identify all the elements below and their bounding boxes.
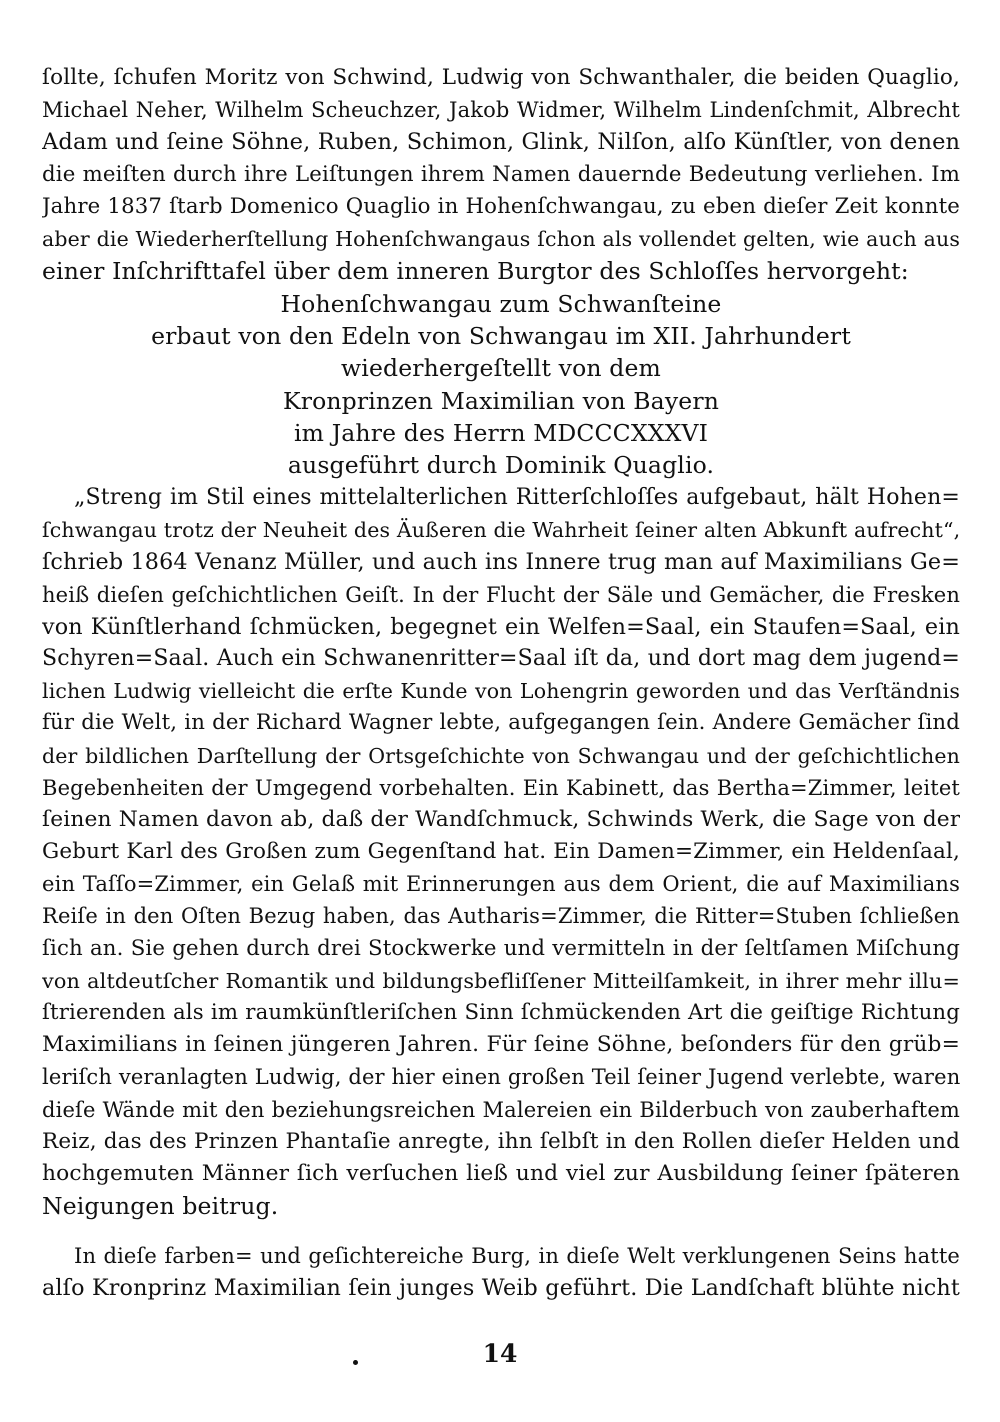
text-line: ſich an. Sie gehen durch drei Stockwerke und vermitteln in der ſeltſamen Miſchung [42,935,960,961]
inscription-line: im Jahre des Herrn MDCCCXXXVI [293,418,709,447]
print-speck [353,1360,358,1365]
text-line: heiß dieſen geſchichtlichen Geiſt. In der Flucht der Säle und Gemächer, die Fresken [42,582,960,607]
text-line: für die Welt, in der Richard Wagner lebte, aufgegangen ſein. Andere Gemächer ſind [42,710,960,736]
inscription-line: Kronprinzen Maximilian von Bayern [283,386,719,415]
text-line: ſollte, ſchufen Moritz von Schwind, Ludwig von Schwanthaler, die beiden Quaglio, [42,65,960,90]
text-line: hochgemuten Männer ſich verſuchen ließ und viel zur Ausbildung ſeiner ſpäteren [42,1160,960,1186]
text-line: alſo Kronprinz Maximilian ſein junges Weib geführt. Die Landſchaft blühte nicht [42,1275,960,1302]
text-line: Reiſe in den Oſten Bezug haben, das Autharis=Zimmer, die Ritter=Stuben ſchließen [42,904,960,929]
text-line: Michael Neher, Wilhelm Scheuchzer, Jakob Widmer, Wilhelm Lindenſchmit, Albrecht [42,98,960,123]
text-line: Schyren=Saal. Auch ein Schwanenritter=Saal iſt da, und dort mag dem jugend= [42,645,960,671]
text-line: der bildlichen Darſtellung der Ortsgeſchichte von Schwangau und der geſchichtlichen [42,743,960,768]
text-line: „Streng im Stil eines mittelalterlichen Ritterſchloſſes aufgebaut, hält Hohen= [74,485,960,510]
text-line: Jahre 1837 ſtarb Domenico Quaglio in Hohenſchwangau, zu eben dieſer Zeit konnte [42,193,960,219]
text-line: Begebenheiten der Umgegend vorbehalten. Ein Kabinett, das Bertha=Zimmer, leitet [42,775,960,800]
page-number: 14 [482,1339,518,1368]
text-line: Reiz, das des Prinzen Phantaſie anregte, ihn ſelbſt in den Rollen dieſer Helden und [42,1128,960,1154]
inscription-line: erbaut von den Edeln von Schwangau im XII. Jahrhundert [151,322,851,351]
paragraph-1 [42,62,960,287]
text-line: lichen Ludwig vielleicht die erſte Kunde von Lohengrin geworden und das Verſtändnis [42,679,960,704]
paragraph-2 [42,482,960,1222]
text-line: Geburt Karl des Großen zum Gegenſtand hat. Ein Damen=Zimmer, ein Heldenſaal, [42,839,960,865]
text-line: Adam und ſeine Söhne, Ruben, Schimon, Glink, Nilſon, alſo Künſtler, von denen [42,129,960,156]
inscription-line: ausgeführt durch Dominik Quaglio. [287,450,715,479]
text-line: dieſe Wände mit den beziehungsreichen Malereien ein Bilderbuch von zauberhaftem [42,1097,960,1122]
text-line: von altdeutſcher Romantik und bildungsbefliſſener Mitteilſamkeit, in ihrer mehr illu= [42,968,960,993]
text-line: ſchrieb 1864 Venanz Müller, und auch ins Innere trug man auf Maximilians Ge= [42,549,960,576]
text-line: Neigungen beitrug. [42,1192,279,1221]
text-line: Maximilians in ſeinen jüngeren Jahren. Für ſeine Söhne, beſonders für den grüb= [42,1032,960,1058]
text-line: ſtrierenden als im raumkünſtleriſchen Sinn ſchmückenden Art die geiſtige Richtung [42,1000,960,1025]
text-line: ſchwangau trotz der Neuheit des Äußeren die Wahrheit ſeiner alten Abkunft aufrecht“, [42,518,960,543]
text-line: ſeinen Namen davon ab, daß der Wandſchmuck, Schwinds Werk, die Sage von der [42,806,960,832]
text-line: von Künſtlerhand ſchmücken, begegnet ein Welfen=Saal, ein Staufen=Saal, ein [42,613,960,640]
text-line: ein Taſſo=Zimmer, ein Gelaß mit Erinnerungen aus dem Orient, die auf Maximilians [42,872,960,897]
inscription-line: Hohenſchwangau zum Schwanſteine [280,290,722,318]
text-line: aber die Wiederherſtellung Hohenſchwangaus ſchon als vollendet gelten, wie auch aus [42,226,960,251]
text-line: die meiſten durch ihre Leiſtungen ihrem Namen dauernde Bedeutung verliehen. Im [42,161,960,187]
paragraph-3 [42,1240,960,1304]
inscription-block [42,288,960,481]
text-line: einer Inſchrifttafel über dem inneren Burgtor des Schloſſes hervorgeht: [42,257,909,286]
text-line: In dieſe farben= und geſichtereiche Burg, in dieſe Welt verklungenen Seins hatte [74,1244,960,1268]
text-line: leriſch veranlagten Ludwig, der hier einen großen Teil ſeiner Jugend verlebte, waren [42,1065,960,1090]
inscription-line: wiederhergeſtellt von dem [341,354,661,383]
